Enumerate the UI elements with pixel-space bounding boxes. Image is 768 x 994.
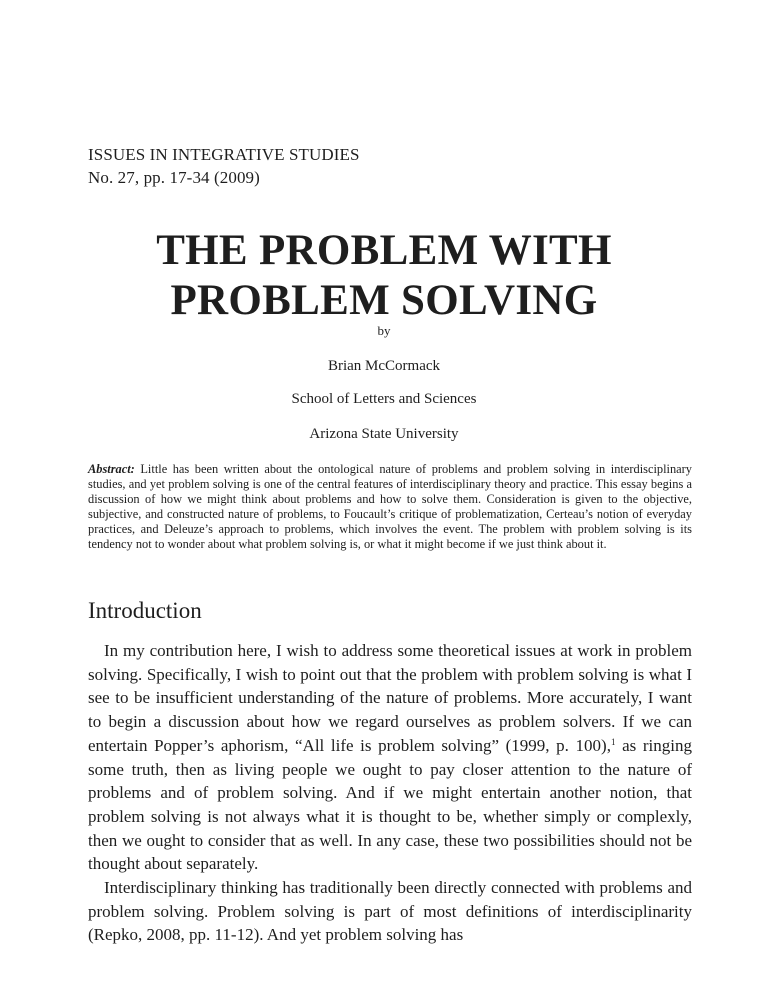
journal-issue: No. 27, pp. 17-34 (2009) bbox=[88, 168, 260, 187]
journal-header bbox=[88, 143, 360, 189]
byline-by: by bbox=[377, 323, 391, 338]
paragraph-2: Interdisciplinary thinking has traditionally been directly connected with problems and problem solving. Problem solving is part of most definitions of interdisciplinarity (Repko, 2008, pp. 11-12). And yet problem solving has bbox=[88, 878, 692, 945]
paragraph-1 bbox=[88, 639, 692, 876]
abstract-label: Abstract: bbox=[88, 462, 135, 476]
author-university: Arizona State University bbox=[309, 426, 459, 442]
article-title bbox=[0, 226, 768, 326]
title-line-2: PROBLEM SOLVING bbox=[170, 277, 598, 324]
author-school: School of Letters and Sciences bbox=[291, 391, 477, 407]
footnote-mark[interactable]: 1 bbox=[610, 736, 616, 747]
title-line-1: THE PROBLEM WITH bbox=[156, 227, 612, 274]
abstract bbox=[88, 462, 692, 553]
journal-name: ISSUES IN INTEGRATIVE STUDIES bbox=[88, 145, 360, 164]
paragraph-1-text-a: In my contribution here, I wish to address some theoretical issues at work in problem solving. Specifically, I wish to point out that the problem with problem solving is what I see to be insufficient understanding of the nature of problems. More accurately, I want to begin a discussion about how we regard ourselves as problem solvers. If we can entertain Popper’s aphorism, “All life is problem solving” (1999, p. 100), bbox=[88, 641, 692, 755]
section-heading-introduction: Introduction bbox=[88, 598, 202, 623]
author-name: Brian McCormack bbox=[327, 358, 441, 374]
introduction-body bbox=[88, 639, 692, 947]
abstract-text: Little has been written about the ontological nature of problems and problem solving in interdisciplinary studies, and yet problem solving is one of the central features of interdisciplinary theory and practice. This essay begins a discussion of how we might think about problems and how to solve them. Consideration is given to the objective, subjective, and constructed nature of problems, to Foucault’s critique of problematization, Certeau’s notion of everyday practices, and Deleuze’s approach to problems, which involves the event. The problem with problem solving is its tendency not to wonder about what problem solving is, or what it might become if we just think about it. bbox=[88, 462, 692, 552]
paragraph-1-text-b: as ringing some truth, then as living people we ought to pay closer attention to the nature of problems and of problem solving. And if we might entertain another notion, that problem solving is not always what it is thought to be, whether simply or complexly, then we ought to consider that as well. In any case, these two possibilities should not be thought about separately. bbox=[88, 735, 692, 874]
